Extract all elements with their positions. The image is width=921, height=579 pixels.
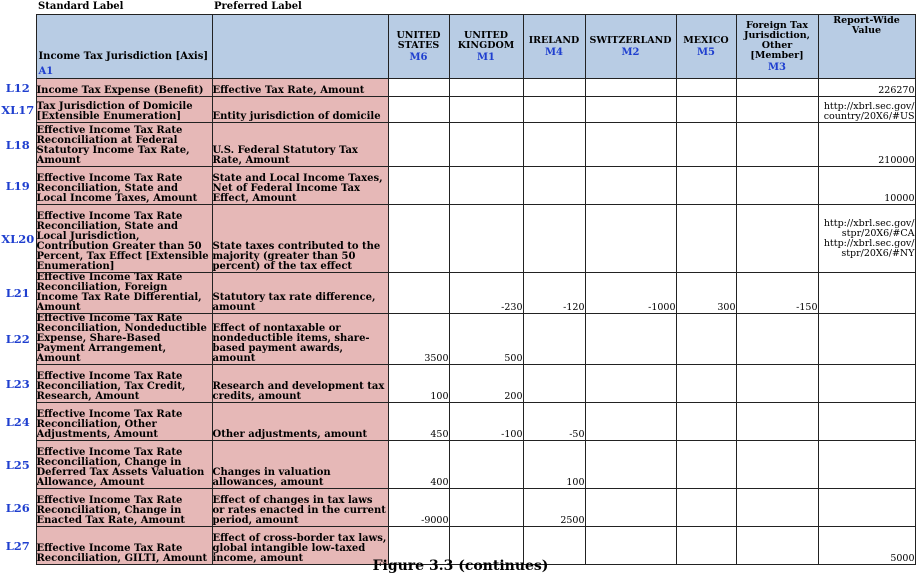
table-row	[0, 97, 915, 123]
member-name: MEXICO	[683, 34, 729, 46]
value-cell	[449, 97, 523, 123]
value-cell	[523, 97, 585, 123]
value-cell	[585, 489, 676, 527]
report-wide-value-cell: 226270	[818, 79, 915, 97]
standard-label-cell: Effective Income Tax Rate Reconciliation, Change in Enacted Tax Rate, Amount	[36, 489, 212, 527]
value-cell	[736, 97, 818, 123]
value-cell	[388, 123, 449, 167]
report-wide-header: Report-Wide Value	[818, 15, 915, 79]
preferred-label-cell: Research and development tax credits, amount	[212, 365, 388, 403]
value-cell	[676, 314, 736, 365]
table-row	[0, 403, 915, 441]
report-wide-value-cell	[818, 441, 915, 489]
value-cell	[676, 97, 736, 123]
value-cell: 500	[449, 314, 523, 365]
tax-rate-reconciliation-table	[0, 14, 916, 565]
value-cell: -1000	[585, 273, 676, 314]
table-row	[0, 79, 915, 97]
value-cell	[449, 441, 523, 489]
value-cell	[736, 489, 818, 527]
value-cell	[585, 97, 676, 123]
member-name: SWITZERLAND	[589, 34, 672, 46]
value-cell	[736, 79, 818, 97]
value-cell	[449, 489, 523, 527]
column-group-labels	[0, 0, 921, 14]
member-name: UNITED STATES	[396, 29, 441, 51]
preferred-label-cell: Effect of cross-border tax laws, global intangible low-taxed income, amount	[212, 527, 388, 565]
report-wide-value-cell	[818, 489, 915, 527]
value-cell	[676, 205, 736, 273]
value-cell: 200	[449, 365, 523, 403]
table-row	[0, 314, 915, 365]
member-code: M5	[696, 46, 716, 58]
report-wide-value-cell: 10000	[818, 167, 915, 205]
value-cell	[676, 489, 736, 527]
value-cell	[449, 167, 523, 205]
member-name: UNITED KINGDOM	[457, 29, 515, 51]
member-code: M4	[544, 46, 564, 58]
row-id: L24	[5, 414, 30, 429]
standard-label-cell: Effective Income Tax Rate Reconciliation, State and Local Jurisdiction, Contribution Greater than 50 Percent, Tax Effect [Extensible Enumeration]	[36, 205, 212, 273]
value-cell	[585, 123, 676, 167]
table-row	[0, 273, 915, 314]
value-cell	[523, 365, 585, 403]
standard-label-cell: Effective Income Tax Rate Reconciliation, Foreign Income Tax Rate Differential, Amount	[36, 273, 212, 314]
value-cell: -150	[736, 273, 818, 314]
member-code: M6	[409, 51, 428, 63]
value-cell	[523, 314, 585, 365]
standard-label-cell: Effective Income Tax Rate Reconciliation, Nondeductible Expense, Share-Based Payment Arrangement, Amount	[36, 314, 212, 365]
report-wide-value-cell	[818, 273, 915, 314]
row-id: L27	[5, 538, 30, 553]
standard-label-cell: Tax Jurisdiction of Domicile [Extensible Enumeration]	[36, 97, 212, 123]
report-wide-value-cell	[818, 365, 915, 403]
row-id: L18	[5, 137, 30, 152]
value-cell	[676, 123, 736, 167]
value-cell: -120	[523, 273, 585, 314]
preferred-label-cell: Effect of changes in tax laws or rates enacted in the current period, amount	[212, 489, 388, 527]
row-id: L12	[5, 80, 30, 95]
preferred-label-cell: Effective Tax Rate, Amount	[212, 79, 388, 97]
member-header-mexico	[676, 15, 736, 79]
report-wide-value-cell: http://xbrl.sec.gov/ country/20X6/#US	[818, 97, 915, 123]
value-cell	[523, 123, 585, 167]
member-header-switzerland	[585, 15, 676, 79]
table-row	[0, 167, 915, 205]
report-wide-value-cell: 5000	[818, 527, 915, 565]
value-cell: -100	[449, 403, 523, 441]
member-name: Foreign Tax Jurisdiction, Other [Member]	[744, 19, 810, 61]
standard-label-cell: Income Tax Expense (Benefit)	[36, 79, 212, 97]
row-id: L22	[5, 332, 30, 346]
standard-label-cell: Effective Income Tax Rate Reconciliation, Change in Deferred Tax Assets Valuation Allowance, Amount	[36, 441, 212, 489]
value-cell	[585, 167, 676, 205]
value-cell	[585, 314, 676, 365]
row-id: L19	[5, 178, 30, 193]
table-row	[0, 489, 915, 527]
axis-header-cell	[36, 15, 212, 79]
standard-label-cell: Effective Income Tax Rate Reconciliation, Tax Credit, Research, Amount	[36, 365, 212, 403]
row-id: XL20	[1, 231, 35, 246]
value-cell	[736, 441, 818, 489]
report-wide-value-cell: http://xbrl.sec.gov/ stpr/20X6/#CA http://xbrl.sec.gov/ stpr/20X6/#NY	[818, 205, 915, 273]
table-row	[0, 441, 915, 489]
report-wide-value-cell: 210000	[818, 123, 915, 167]
member-code: M1	[476, 51, 496, 63]
standard-label-cell: Effective Income Tax Rate Reconciliation, GILTI, Amount	[36, 527, 212, 565]
value-cell	[388, 97, 449, 123]
member-header-us	[388, 15, 449, 79]
value-cell	[388, 205, 449, 273]
row-id: L21	[5, 286, 30, 300]
value-cell	[449, 205, 523, 273]
member-header-other	[736, 15, 818, 79]
value-cell	[388, 79, 449, 97]
value-cell: 300	[676, 273, 736, 314]
value-cell	[736, 167, 818, 205]
report-wide-value-cell	[818, 403, 915, 441]
value-cell	[676, 441, 736, 489]
row-id: L23	[5, 376, 30, 391]
value-cell: 2500	[523, 489, 585, 527]
preferred-label-cell: State and Local Income Taxes, Net of Federal Income Tax Effect, Amount	[212, 167, 388, 205]
value-cell	[449, 123, 523, 167]
standard-label-cell: Effective Income Tax Rate Reconciliation, Other Adjustments, Amount	[36, 403, 212, 441]
value-cell	[676, 79, 736, 97]
value-cell	[585, 79, 676, 97]
value-cell: 100	[388, 365, 449, 403]
standard-label-cell: Effective Income Tax Rate Reconciliation, State and Local Income Taxes, Amount	[36, 167, 212, 205]
standard-label-cell: Effective Income Tax Rate Reconciliation at Federal Statutory Income Tax Rate, Amount	[36, 123, 212, 167]
member-header-uk	[449, 15, 523, 79]
value-cell	[585, 441, 676, 489]
value-cell	[736, 403, 818, 441]
member-code: M2	[621, 46, 640, 58]
value-cell: 3500	[388, 314, 449, 365]
preferred-label-heading: Preferred Label	[214, 1, 302, 12]
value-cell	[585, 205, 676, 273]
figure-caption: Figure 3.3 (continues)	[372, 558, 549, 574]
preferred-label-cell: Statutory tax rate difference, amount	[212, 273, 388, 314]
report-wide-value-cell	[818, 314, 915, 365]
value-cell	[736, 123, 818, 167]
row-id: L26	[5, 500, 30, 515]
value-cell	[388, 167, 449, 205]
preferred-label-cell: Entity jurisdiction of domicile	[212, 97, 388, 123]
preferred-label-cell: Other adjustments, amount	[212, 403, 388, 441]
value-cell: -9000	[388, 489, 449, 527]
preferred-header-cell	[212, 15, 388, 79]
preferred-label-cell: State taxes contributed to the majority (greater than 50 percent) of the tax effect	[212, 205, 388, 273]
value-cell	[736, 205, 818, 273]
value-cell	[585, 365, 676, 403]
table-row	[0, 123, 915, 167]
value-cell	[736, 365, 818, 403]
preferred-label-cell: Changes in valuation allowances, amount	[212, 441, 388, 489]
row-id: XL17	[1, 102, 35, 117]
value-cell	[585, 403, 676, 441]
member-code: M3	[767, 61, 787, 73]
member-name: IRELAND	[528, 34, 580, 46]
member-header-ireland	[523, 15, 585, 79]
preferred-label-cell: Effect of nontaxable or nondeductible items, share-based payment awards, amount	[212, 314, 388, 365]
value-cell	[676, 167, 736, 205]
axis-code: A1	[38, 66, 54, 77]
standard-label-heading: Standard Label	[38, 1, 124, 12]
value-cell	[676, 403, 736, 441]
value-cell	[523, 205, 585, 273]
row-id: L25	[5, 457, 30, 472]
value-cell	[676, 365, 736, 403]
value-cell	[523, 79, 585, 97]
value-cell	[523, 167, 585, 205]
value-cell: 100	[523, 441, 585, 489]
table-row	[0, 205, 915, 273]
value-cell: -230	[449, 273, 523, 314]
value-cell: -50	[523, 403, 585, 441]
table-row	[0, 365, 915, 403]
value-cell	[449, 79, 523, 97]
value-cell: 450	[388, 403, 449, 441]
header-row	[0, 15, 915, 79]
value-cell	[736, 314, 818, 365]
axis-title: Income Tax Jurisdiction [Axis]	[38, 51, 209, 62]
value-cell: 400	[388, 441, 449, 489]
value-cell	[388, 273, 449, 314]
preferred-label-cell: U.S. Federal Statutory Tax Rate, Amount	[212, 123, 388, 167]
